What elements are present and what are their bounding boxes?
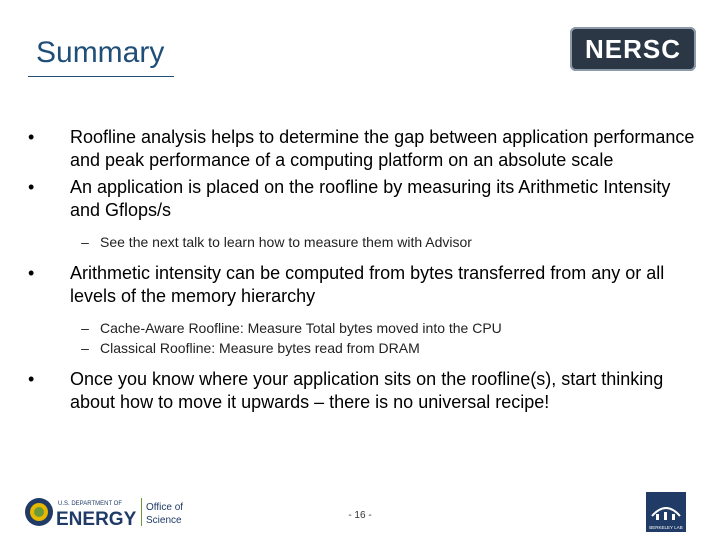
- bullet-3-sub-2: – Classical Roofline: Measure bytes read from DRAM: [81, 340, 420, 356]
- office-line1-text: Office of: [146, 502, 184, 513]
- doe-energy-logo: [22, 494, 200, 530]
- title-underline: [28, 76, 174, 77]
- bullet-2-text: An application is placed on the roofline by measuring its Arithmetic Intensity and Gflops/s: [70, 177, 671, 220]
- bullet-3-sub-1-text: Cache-Aware Roofline: Measure Total bytes moved into the CPU: [100, 320, 502, 336]
- slide-title: Summary: [36, 36, 165, 69]
- energy-top-text: U.S. DEPARTMENT OF: [58, 501, 123, 507]
- berkeley-lab-text: BERKELEY LAB: [649, 525, 683, 530]
- bullet-4-text: Once you know where your application sits on the roofline(s), start thinking about how to move it upwards – there is no universal recipe!: [70, 369, 664, 412]
- bullet-2: • An application is placed on the roofline by measuring its Arithmetic Intensity and Gflops/s: [28, 176, 696, 222]
- bullet-3: • Arithmetic intensity can be computed from bytes transferred from any or all levels of the memory hierarchy: [28, 262, 696, 308]
- bullet-4: • Once you know where your application sits on the roofline(s), start thinking about how to move it upwards – there is no universal recipe!: [28, 368, 696, 414]
- bullet-3-text: Arithmetic intensity can be computed from bytes transferred from any or all levels of the memory hierarchy: [70, 263, 665, 306]
- office-line2-text: Science: [146, 515, 182, 526]
- nersc-logo-text: NERSC: [584, 33, 681, 64]
- bullet-2-sub-1-text: See the next talk to learn how to measure them with Advisor: [100, 234, 472, 250]
- energy-main-text: ENERGY: [56, 509, 137, 530]
- bullet-list: [28, 126, 696, 418]
- bullet-2-sub-1: – See the next talk to learn how to measure them with Advisor: [81, 234, 472, 250]
- berkeley-lab-logo: [646, 492, 686, 532]
- bullet-1: • Roofline analysis helps to determine the gap between application performance and peak performance of a computing platform on an absolute scale: [28, 127, 695, 170]
- bullet-3-sub-2-text: Classical Roofline: Measure bytes read from DRAM: [100, 340, 420, 356]
- page-number: - 16 -: [348, 510, 372, 521]
- bullet-1-text: Roofline analysis helps to determine the gap between application performance and peak performance of a computing platform on an absolute scale: [70, 127, 695, 170]
- bullet-3-sub-1: – Cache-Aware Roofline: Measure Total bytes moved into the CPU: [81, 320, 502, 336]
- nersc-logo: [570, 27, 696, 71]
